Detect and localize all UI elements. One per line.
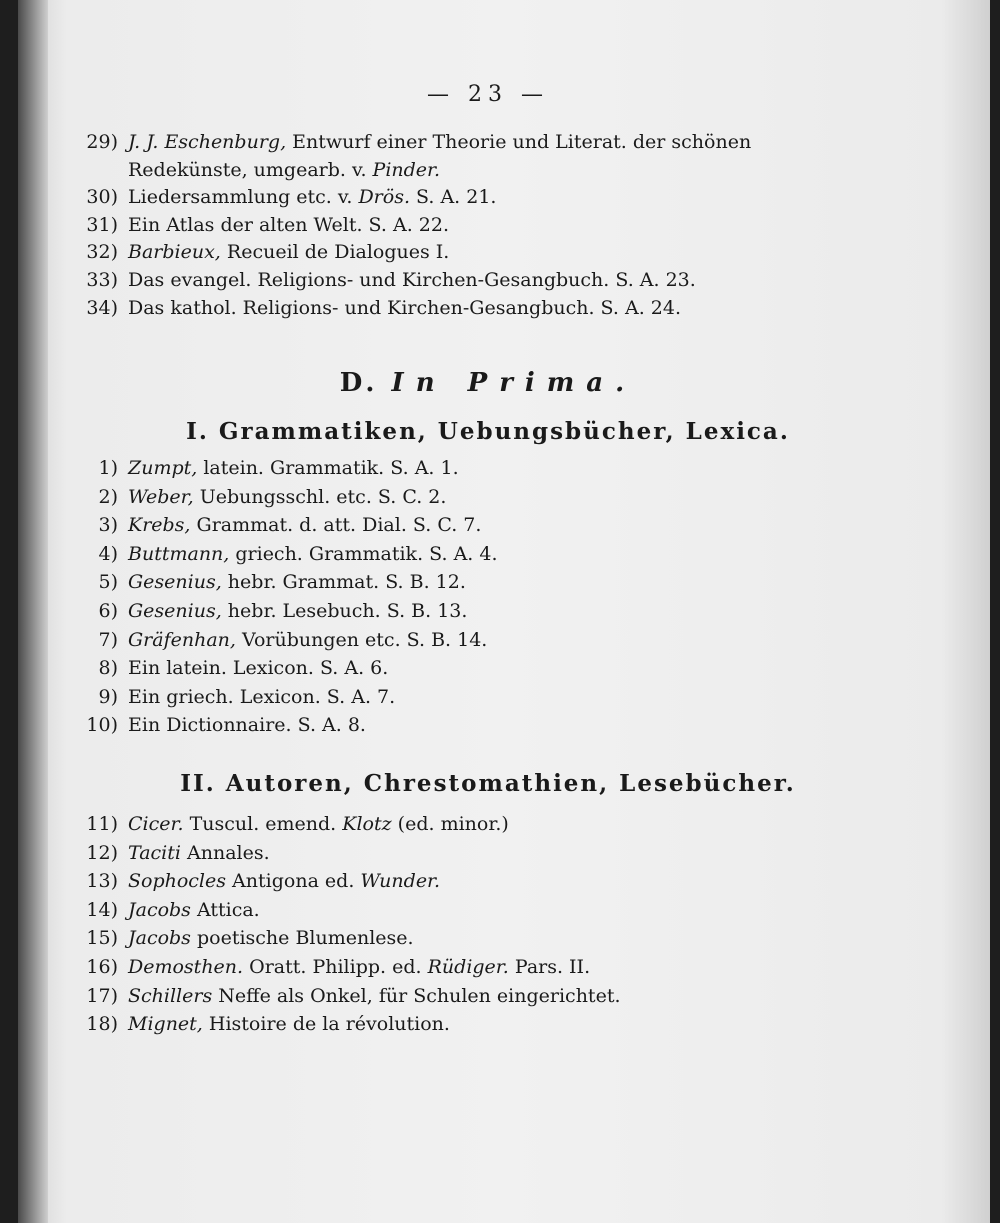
item-num: 14) (86, 898, 118, 921)
list-item (68, 185, 496, 209)
item-ref: S. A. 22. (362, 213, 449, 236)
item-num: 31) (86, 213, 118, 236)
list-item (68, 158, 440, 182)
item-num: 32) (86, 241, 118, 264)
item-num: 9) (98, 685, 118, 708)
section-2-heading: II. Autoren, Chrestomathien, Lesebücher. (180, 770, 796, 797)
item-author: Gräfenhan, (128, 628, 236, 651)
item-text: Vorübungen etc. (235, 628, 401, 651)
item-text: Histoire de la révolution. (202, 1013, 450, 1036)
item-text: latein. Grammatik. (197, 457, 385, 479)
item-ref: S. A. 1. (384, 457, 459, 479)
item-num: 33) (86, 269, 118, 291)
item-ref: S. A. 7. (320, 685, 396, 708)
book-page (18, 0, 990, 1223)
item-text: griech. Grammatik. (229, 542, 424, 565)
section-d-heading (18, 368, 958, 398)
item-text: Antigona ed. (226, 870, 361, 893)
list-item (68, 812, 509, 836)
item-num: 11) (86, 813, 118, 835)
item-author2: Wunder. (360, 870, 441, 893)
item-text: Ein Dictionnaire. (128, 714, 292, 737)
item-text: Ein latein. Lexicon. (128, 657, 314, 680)
section-d-letter: D. (339, 368, 379, 398)
list-item (68, 628, 487, 652)
list-item (68, 898, 260, 922)
item-text: hebr. Grammat. (221, 571, 380, 594)
item-text: Uebungsschl. etc. (193, 485, 372, 508)
item-num: 17) (86, 984, 118, 1007)
page-number: — 23 — (427, 82, 549, 107)
item-num: 34) (86, 296, 118, 319)
item-author: Demosthen. (128, 956, 244, 978)
item-author: Gesenius, (128, 600, 222, 622)
item-text: Annales. (180, 841, 270, 864)
item-author: Gesenius, (128, 571, 222, 594)
list-item (68, 713, 366, 737)
item-ref: S. B. 12. (379, 571, 466, 594)
item-text: Neffe als Onkel, für Schulen eingerichtet. (212, 984, 621, 1007)
item-ref: S. B. 13. (380, 600, 468, 622)
item-ref: S. A. 21. (410, 186, 497, 209)
list-item (68, 268, 696, 292)
item-author: Taciti (128, 841, 181, 864)
list-item (68, 926, 414, 950)
item-ref: S. A. 6. (313, 657, 389, 680)
list-item (68, 955, 590, 979)
item-num: 5) (98, 571, 118, 594)
item-author2: Drös. (358, 186, 410, 209)
item-text: hebr. Lesebuch. (221, 600, 381, 622)
item-author: Weber, (128, 485, 194, 508)
item-author: Cicer. (128, 813, 184, 835)
item-text: Attica. (190, 898, 260, 921)
list-item (68, 984, 621, 1008)
item-num: 1) (98, 457, 118, 479)
item-author2: Rüdiger. (427, 956, 509, 978)
list-item (68, 599, 467, 623)
item-author: Barbieux, (128, 241, 221, 264)
item-text: Entwurf einer Theorie und Literat. der schönen (286, 131, 752, 153)
item-author: Krebs, (128, 514, 191, 537)
item-ref: S. C. 2. (371, 485, 447, 508)
book-spine (18, 0, 48, 1223)
item-text: Liedersammlung etc. v. (128, 186, 359, 209)
item-tail: (ed. minor.) (391, 813, 509, 835)
item-ref: S. C. 7. (406, 514, 482, 537)
list-item (68, 513, 481, 537)
item-text: poetische Blumenlese. (190, 927, 414, 950)
item-num: 18) (86, 1013, 118, 1036)
item-author: J. J. Eschenburg, (128, 131, 287, 153)
item-author: Jacobs (128, 898, 191, 921)
section-d-title: In Prima. (391, 368, 637, 398)
section-1-heading: I. Grammatiken, Uebungsbücher, Lexica. (186, 418, 790, 445)
item-num: 16) (86, 956, 118, 978)
list-item (68, 656, 388, 680)
list-item (68, 296, 681, 320)
item-num: 8) (98, 657, 118, 680)
item-ref: S. A. 23. (609, 269, 696, 291)
item-author: Schillers (128, 984, 213, 1007)
list-item (68, 542, 498, 566)
item-author: Buttmann, (128, 542, 230, 565)
list-item (68, 869, 440, 893)
item-text: Oratt. Philipp. ed. (243, 956, 428, 978)
list-item (68, 485, 446, 509)
item-author2: Pinder. (372, 158, 441, 181)
item-text: Das kathol. Religions- und Kirchen-Gesangbuch. (128, 296, 595, 319)
item-num: 12) (86, 841, 118, 864)
item-text: Ein griech. Lexicon. (128, 685, 321, 708)
item-text: Recueil de Dialogues I. (220, 241, 450, 264)
item-author: Sophocles (128, 870, 227, 893)
item-text: Das evangel. Religions- und Kirchen-Gesangbuch. (128, 269, 610, 291)
list-item (68, 130, 751, 154)
item-text: Tuscul. emend. (183, 813, 343, 835)
item-num: 29) (86, 131, 118, 153)
list-item (68, 456, 459, 480)
list-item (68, 685, 395, 709)
item-num: 30) (86, 186, 118, 209)
item-ref: S. A. 24. (594, 296, 681, 319)
item-num: 10) (86, 714, 118, 737)
item-tail: Pars. II. (508, 956, 591, 978)
list-item (68, 213, 449, 237)
item-author: Jacobs (128, 927, 191, 950)
item-author2: Klotz (342, 813, 392, 835)
item-author: Mignet, (128, 1013, 203, 1036)
item-num: 15) (86, 927, 118, 950)
list-item (68, 841, 270, 865)
list-item (68, 1012, 450, 1036)
item-author: Zumpt, (128, 457, 198, 479)
list-item (68, 570, 466, 594)
item-text: Redekünste, umgearb. v. (128, 158, 373, 181)
item-num: 4) (98, 542, 118, 565)
item-text: Ein Atlas der alten Welt. (128, 213, 363, 236)
item-ref: S. A. 8. (291, 714, 366, 737)
item-num: 2) (98, 485, 118, 508)
item-num: 13) (86, 870, 118, 893)
item-ref: S. B. 14. (400, 628, 488, 651)
item-text: Grammat. d. att. Dial. (190, 514, 407, 537)
item-num: 7) (98, 628, 118, 651)
item-num: 6) (98, 600, 118, 622)
item-num: 3) (98, 514, 118, 537)
list-item (68, 240, 449, 264)
item-ref: S. A. 4. (423, 542, 498, 565)
